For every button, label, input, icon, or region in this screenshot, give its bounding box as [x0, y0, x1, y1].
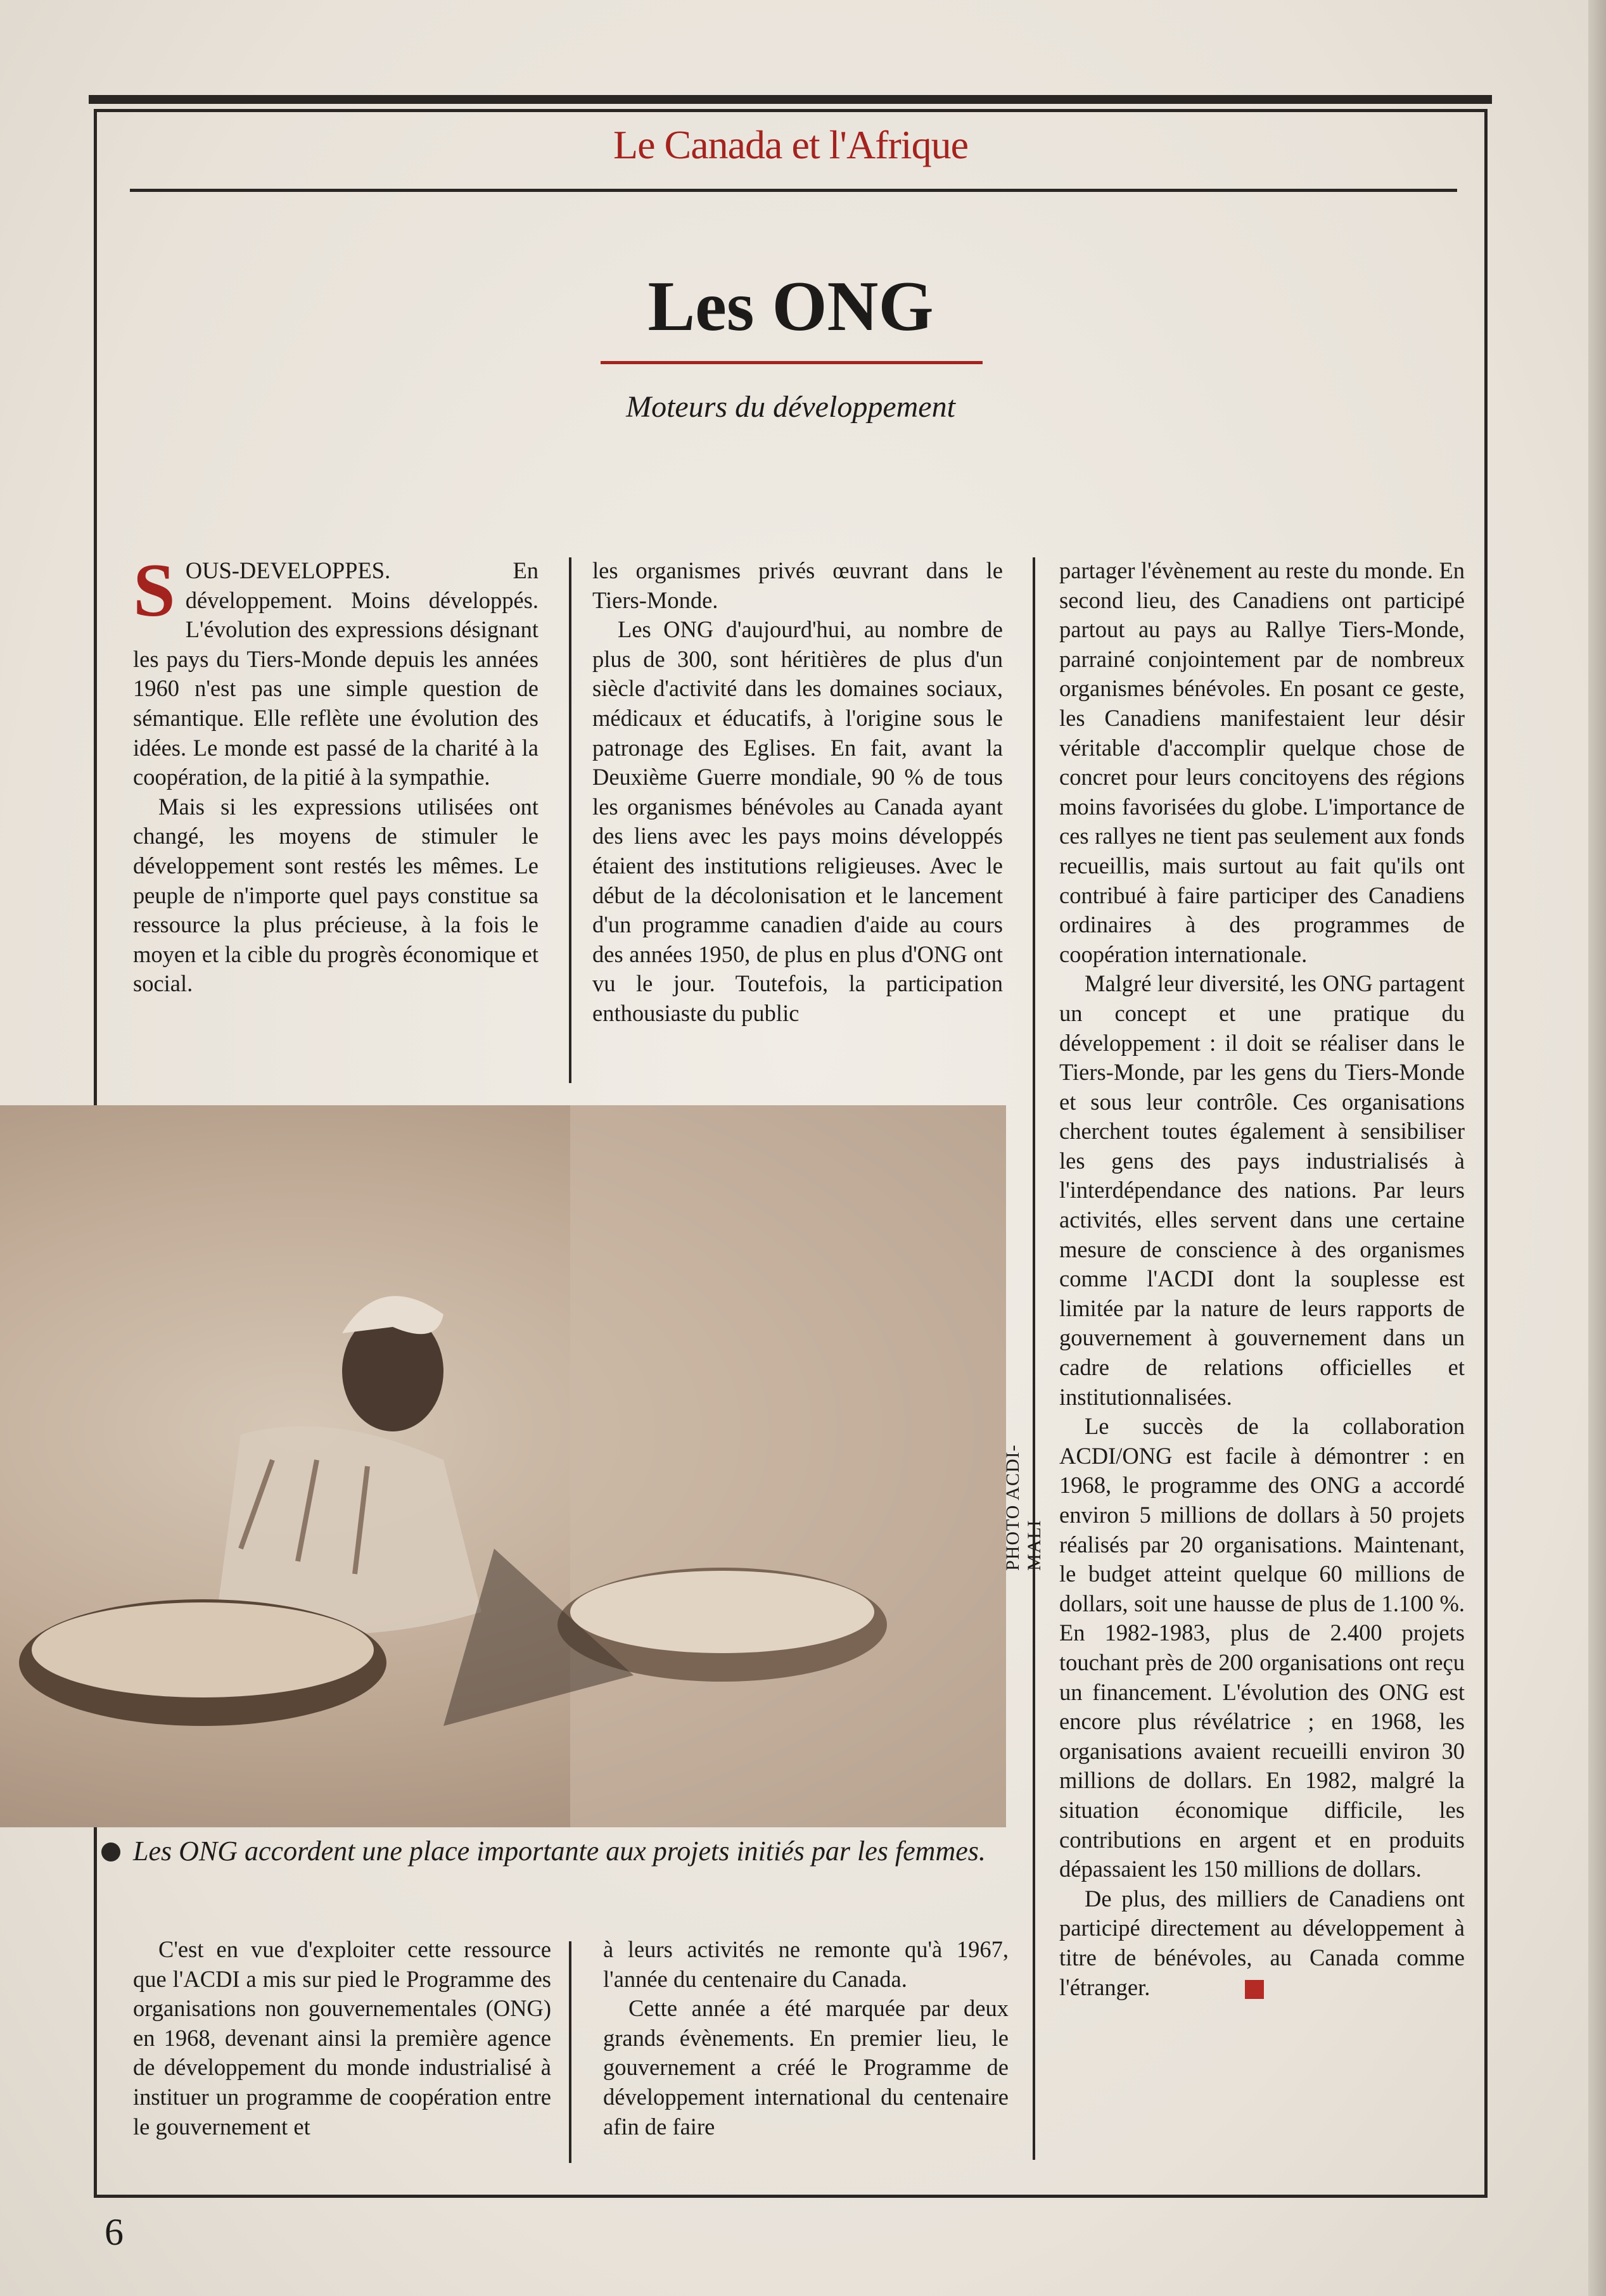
lead-paragraph: [133, 548, 539, 792]
paragraph: Mais si les expressions utilisées ont changé, les moyens de stimuler le développement sont restés les mêmes. Le peuple de n'importe quel pays constitue sa ressource la plus précieuse, à la fois le moyen et la cible du progrès économique et social.: [133, 793, 539, 997]
photo-illustration: [0, 1105, 1006, 1827]
column-1-bottom: [133, 1935, 551, 2141]
article-subtitle: Moteurs du développement: [626, 390, 955, 424]
column-divider: [569, 557, 571, 1083]
section-rule: [130, 189, 1457, 192]
page-edge-shadow: [1588, 0, 1606, 2296]
paragraph: Les ONG d'aujourd'hui, au nombre de plus de 300, sont héritières de plus d'un siècle d'activité dans les domaines sociaux, médicaux et éducatifs, à l'origine sous le patronage des Eglises. En fait, avant la Deuxième Guerre mondiale, 90 % de tous les organismes bénévoles au Canada ayant des liens avec les pays moins développés étaient des institutions religieuses. Avec le début de la décolonisation et le lancement d'un programme canadien d'aide au cours des années 1950, de plus en plus d'ONG ont vu le jour. Toutefois, la participation enthousiaste du public: [592, 616, 1003, 1026]
column-2-top: [592, 556, 1003, 1029]
section-title: Le Canada et l'Afrique: [613, 122, 968, 167]
paragraph: à leurs activités ne remonte qu'à 1967, l'année du centenaire du Canada.: [603, 1936, 1009, 1992]
column-divider: [1033, 557, 1035, 2160]
photo-credit: PHOTO ACDI-MALI: [1002, 1444, 1045, 1571]
bullet-icon: [101, 1843, 120, 1862]
caption-text: Les ONG accordent une place importante aux projets initiés par les femmes.: [133, 1836, 986, 1867]
drop-cap: S: [133, 548, 175, 632]
photo-caption: [133, 1834, 1007, 1869]
paragraph: partager l'évènement au reste du monde. En second lieu, des Canadiens ont participé partout au pays au Rallye Tiers-Monde, parrainé conjointement par de nombreux organismes bénévoles. En posant ce geste, les Canadiens manifestaient leur désir véritable d'accomplir quelque chose de concret pour leurs concitoyens des régions moins favorisées du globe. L'importance de ces rallyes ne tient pas seulement aux fonds recueillis, mais surtout au fait qu'ils ont contribué à faire participer des Canadiens ordinaires à des programmes de coopération internationale.: [1059, 557, 1465, 967]
article-title: Les ONG: [647, 267, 934, 346]
lead-text: OUS-DEVELOPPES. En développement. Moins développés. L'évolution des expressions désignant les pays du Tiers-Monde depuis les années 1960 n'est pas une simple question de sémantique. Elle reflète une évolution des idées. Le monde est passé de la charité à la coopération, de la pitié à la sympathie.: [133, 557, 539, 790]
column-2-bottom: [603, 1935, 1009, 2141]
paragraph: les organismes privés œuvrant dans le Tiers-Monde.: [592, 557, 1003, 613]
page-number: 6: [105, 2211, 124, 2253]
paragraph: [1059, 1884, 1465, 2002]
paragraph: Malgré leur diversité, les ONG partagent un concept et une pratique du développement : il doit se réaliser dans le Tiers-Monde, par les gens du Tiers-Monde et sous leur contrôle. Ces organisations cherchent toutes également à sensibiliser les gens des pays industrialisés à l'interdépendance des nations. Par leurs activités, elles servent dans une certaine mesure de conscience à des organismes comme l'ACDI dont la souplesse est limitée par la nature de leurs rapports de gouvernement à gouvernement dans un cadre de relations officielles et institutionnalisées.: [1059, 970, 1465, 1410]
column-divider: [569, 1941, 571, 2163]
paragraph: Cette année a été marquée par deux grands évènements. En premier lieu, le gouvernement a créé le Programme de développement international du centenaire afin de faire: [603, 1995, 1009, 2140]
title-underline: [601, 361, 983, 364]
paragraph: C'est en vue d'exploiter cette ressource que l'ACDI a mis sur pied le Programme des organisations non gouvernementales (ONG) en 1968, devenant ainsi la première agence de développement du monde industrialisé à instituer un programme de coopération entre le gouvernement et: [133, 1936, 551, 2140]
end-of-article-mark: [1245, 1980, 1264, 1999]
column-3: [1059, 556, 1465, 2002]
paragraph-text: De plus, des milliers de Canadiens ont participé directement au développement à titre de bénévoles, au Canada comme l'étranger.: [1059, 1885, 1465, 2000]
top-rule: [89, 95, 1492, 104]
photo-woman-sorting-grain: [0, 1105, 1006, 1827]
column-1-top: [133, 548, 539, 999]
paragraph: Le succès de la collaboration ACDI/ONG est facile à démontrer : en 1968, le programme des ONG a accordé environ 5 millions de dollars à 50 projets réalisés par 20 organisations. Maintenant, le budget atteint quelque 60 millions de dollars, soit une hausse de plus de 1.100 %. En 1982-1983, plus de 2.400 projets touchant près de 200 organisations ont reçu un financement. L'évolution des ONG est encore plus révélatrice ; en 1968, les organisations avaient recueilli environ 30 millions de dollars. En 1982, malgré la situation économique difficile, les contributions en argent et en produits dépassaient les 150 millions de dollars.: [1059, 1413, 1465, 1882]
